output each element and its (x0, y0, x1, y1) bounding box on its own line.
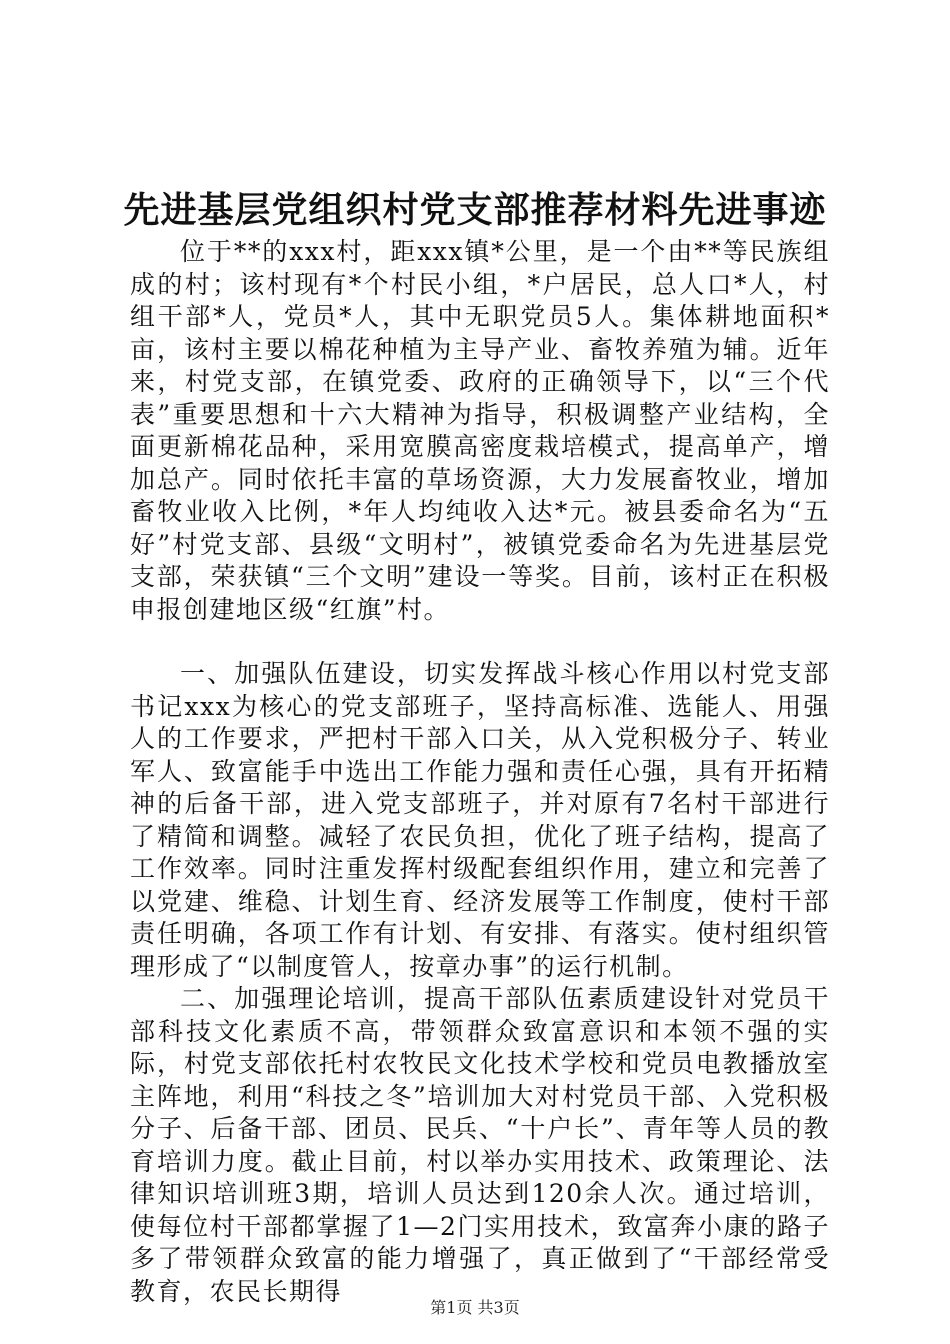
paragraph-intro: 位于**的xxx村，距xxx镇*公里，是一个由**等民族组成的村；该村现有*个村民小组，*户居民，总人口*人，村组干部*人，党员*人，其中无职党员5人。集体耕地面积*亩，该村主要以棉花种植为主导产业、畜牧养殖为辅。近年来，村党支部，在镇党委、政府的正确领导下，以“三个代表”重要思想和十六大精神为指导，积极调整产业结构，全面更新棉花品种，采用宽膜高密度栽培模式，提高单产，增加总产。同时依托丰富的草场资源，大力发展畜牧业，增加畜牧业收入比例，*年人均纯收入达*元。被县委命名为“五好”村党支部、县级“文明村”，被镇党委命名为先进基层党支部，荣获镇“三个文明”建设一等奖。目前，该村正在积极申报创建地区级“红旗”村。 (130, 237, 830, 624)
paragraph-section-two: 二、加强理论培训，提高干部队伍素质建设针对党员干部科技文化素质不高，带领群众致富意识和本领不强的实际，村党支部依托村农牧民文化技术学校和党员电教播放室主阵地，利用“科技之冬”培训加大对村党员干部、入党积极分子、后备干部、团员、民兵、“十户长”、青年等人员的教育培训力度。截止目前，村以举办实用技术、政策理论、法律知识培训班3期，培训人员达到120余人次。通过培训，使每位村干部都掌握了1—2门实用技术，致富奔小康的路子多了带领群众致富的能力增强了，真正做到了“干部经常受教育，农民长期得 (130, 984, 830, 1306)
paragraph-section-one: 一、加强队伍建设，切实发挥战斗核心作用以村党支部书记xxx为核心的党支部班子，坚持高标准、选能人、用强人的工作要求，严把村干部入口关，从入党积极分子、转业军人、致富能手中选出工作能力强和责任心强，具有开拓精神的后备干部，进入党支部班子，并对原有7名村干部进行了精简和调整。减轻了农民负担，优化了班子结构，提高了工作效率。同时注重发挥村级配套组织作用，建立和完善了以党建、维稳、计划生育、经济发展等工作制度，使村干部责任明确，各项工作有计划、有安排、有落实。使村组织管理形成了“以制度管人，按章办事”的运行机制。 (130, 659, 830, 981)
document-title: 先进基层党组织村党支部推荐材料先进事迹 (123, 189, 827, 231)
page-number-footer: 第1页 共3页 (430, 1298, 520, 1317)
document-body (130, 236, 830, 1308)
